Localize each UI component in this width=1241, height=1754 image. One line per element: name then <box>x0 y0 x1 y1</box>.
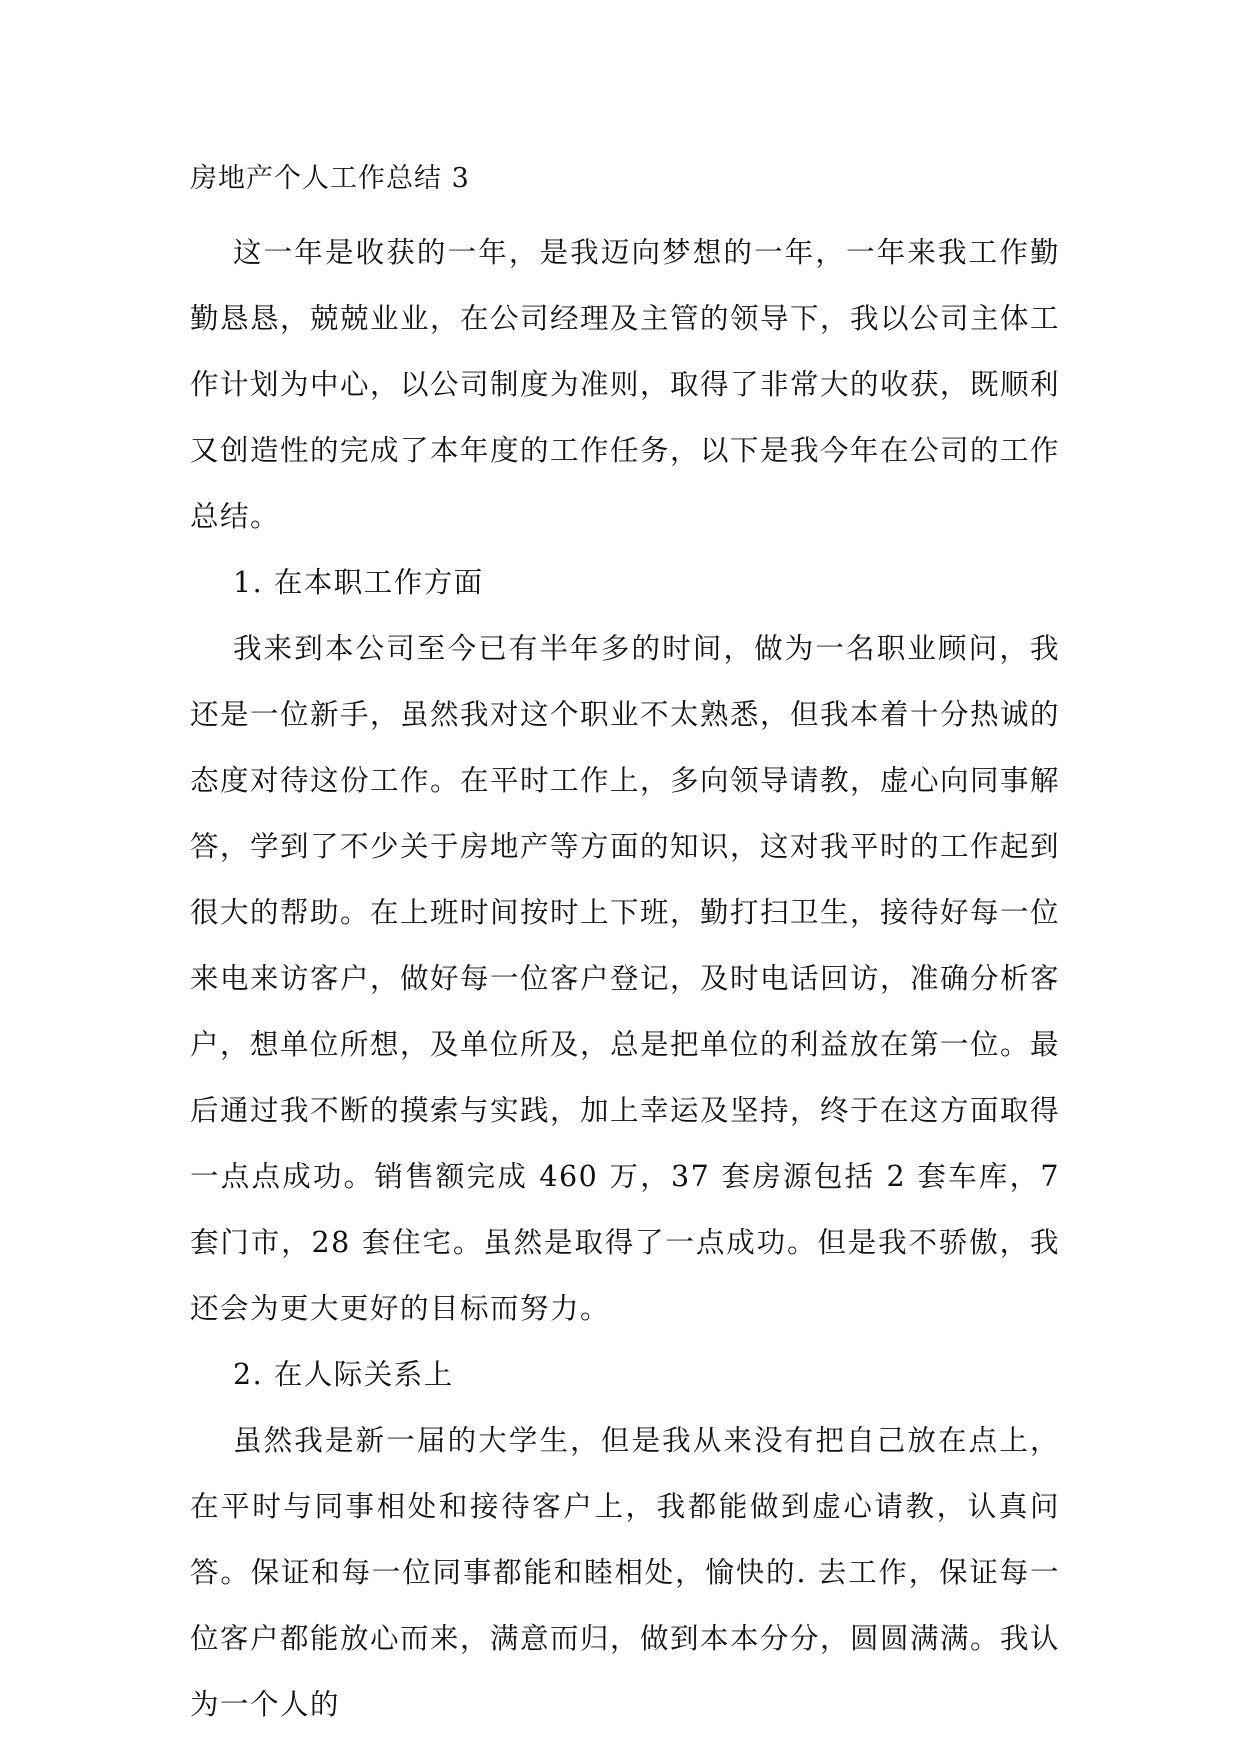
section-1-heading: 1. 在本职工作方面 <box>233 566 484 599</box>
section-1-paragraph: 我来到本公司至今已有半年多的时间，做为一名职业顾问，我还是一位新手，虽然我对这个职业不太熟悉，但我本着十分热诚的态度对待这份工作。在平时工作上，多向领导请教，虚心向同事解答，学到了不少关于房地产等方面的知识，这对我平时的工作起到很大的帮助。在上班时间按时上下班，勤打扫卫生，接待好每一位来电来访客户，做好每一位客户登记，及时电话回访，准确分析客户，想单位所想，及单位所及，总是把单位的利益放在第一位。最后通过我不断的摸索与实践，加上幸运及坚持，终于在这方面取得一点点成功。销售额完成 460 万，37 套房源包括 2 套车库，7 套门市，28 套住宅。虽然是取得了一点成功。但是我不骄傲，我还会为更大更好的目标而努力。 <box>190 632 1061 1325</box>
section-2-heading: 2. 在人际关系上 <box>233 1358 454 1391</box>
document-content <box>190 158 1060 1738</box>
document-title: 房地产个人工作总结 3 <box>190 163 470 194</box>
section-2-paragraph: 虽然我是新一届的大学生，但是我从来没有把自己放在点上，在平时与同事相处和接待客户上，我都能做到虚心请教，认真问答。保证和每一位同事都能和睦相处，愉快的. 去工作，保证每一位客户都能放心而来，满意而归，做到本本分分，圆圆满满。我认为一个人的 <box>190 1424 1061 1721</box>
intro-paragraph: 这一年是收获的一年，是我迈向梦想的一年，一年来我工作勤勤恳恳，兢兢业业，在公司经理及主管的领导下，我以公司主体工作计划为中心，以公司制度为准则，取得了非常大的收获，既顺利又创造性的完成了本年度的工作任务，以下是我今年在公司的工作总结。 <box>190 236 1061 533</box>
